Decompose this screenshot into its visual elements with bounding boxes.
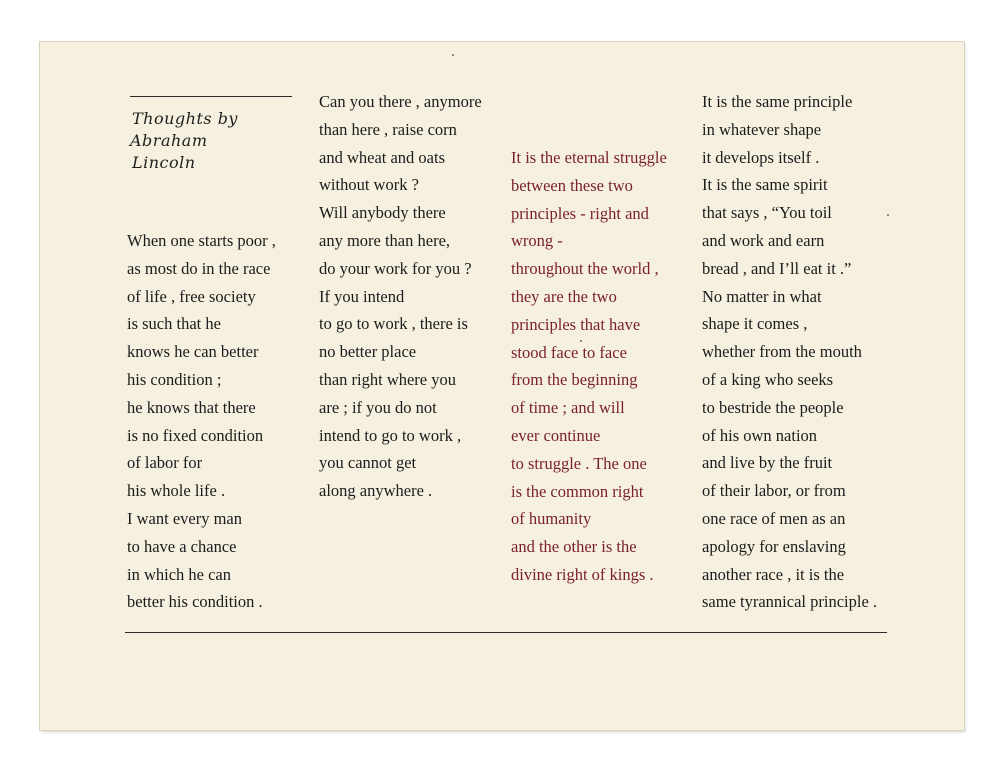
text-line: of their labor, or from — [702, 481, 846, 501]
text-line: of humanity — [511, 509, 592, 529]
text-line: ever continue — [511, 425, 601, 445]
text-line: of his own nation — [702, 425, 818, 445]
text-line: they are the two — [511, 286, 617, 306]
paper-speck — [452, 54, 454, 56]
text-line: it develops itself . — [702, 147, 820, 167]
text-line: It is the eternal struggle — [511, 148, 667, 167]
text-line: than here , raise corn — [319, 119, 457, 139]
text-line: Can you there , anymore — [319, 92, 482, 111]
text-line: It is the same principle — [702, 92, 853, 111]
text-line: to go to work , there is — [319, 314, 468, 334]
text-line: do your work for you ? — [319, 258, 472, 278]
text-line: without work ? — [319, 175, 419, 195]
text-line: If you intend — [319, 286, 405, 306]
text-line: When one starts poor , — [127, 231, 276, 250]
text-line: and work and earn — [702, 230, 825, 250]
text-line: shape it comes , — [702, 314, 808, 334]
text-line: and the other is the — [511, 537, 637, 557]
text-line: principles that have — [511, 314, 641, 334]
text-line: It is the same spirit — [702, 175, 828, 195]
text-line: he knows that there — [127, 397, 256, 417]
title-rule — [130, 96, 292, 97]
text-line: of labor for — [127, 453, 203, 473]
text-line: better his condition . — [127, 592, 263, 612]
text-line: of time ; and will — [511, 398, 625, 418]
column-2 — [319, 88, 482, 505]
text-line: another race , it is the — [702, 564, 845, 584]
text-line: intend to go to work , — [319, 425, 462, 445]
title-line-3: Lincoln — [132, 153, 196, 172]
text-line: between these two — [511, 175, 633, 195]
text-line: knows he can better — [127, 342, 259, 362]
text-line: to struggle . The one — [511, 453, 647, 473]
column-1 — [127, 227, 276, 616]
text-line: No matter in what — [702, 286, 822, 306]
text-line: and live by the fruit — [702, 453, 833, 473]
bottom-rule — [125, 632, 887, 633]
text-line: I want every man — [127, 508, 242, 528]
text-line: as most do in the race — [127, 258, 271, 278]
text-line: you cannot get — [319, 453, 417, 473]
text-line: any more than here, — [319, 230, 451, 250]
text-line: is no fixed condition — [127, 425, 264, 445]
text-line: that says , “You toil — [702, 203, 832, 223]
text-line: one race of men as an — [702, 508, 846, 528]
text-line: whether from the mouth — [702, 342, 862, 362]
paper-speck — [580, 340, 582, 342]
text-line: along anywhere . — [319, 481, 433, 501]
text-line: in whatever shape — [702, 119, 822, 139]
title-line-2: Abraham — [130, 131, 208, 150]
text-line: principles - right and — [511, 203, 649, 223]
text-line: his condition ; — [127, 369, 222, 389]
text-line: of a king who seeks — [702, 369, 834, 389]
text-line: to have a chance — [127, 536, 237, 556]
text-line: are ; if you do not — [319, 397, 437, 417]
text-line: wrong - — [511, 231, 563, 251]
text-line: bread , and I’ll eat it .” — [702, 258, 852, 278]
column-3-red — [511, 144, 667, 589]
text-line: throughout the world , — [511, 259, 659, 279]
text-line: same tyrannical principle . — [702, 592, 878, 612]
title-block — [132, 108, 238, 174]
text-line: no better place — [319, 342, 417, 362]
text-line: and wheat and oats — [319, 147, 445, 167]
text-line: his whole life . — [127, 481, 226, 501]
text-line: in which he can — [127, 564, 232, 584]
text-line: is such that he — [127, 314, 221, 334]
text-line: than right where you — [319, 369, 457, 389]
text-line: from the beginning — [511, 370, 638, 390]
column-4 — [702, 88, 877, 616]
paper-speck — [887, 214, 889, 216]
text-line: apology for enslaving — [702, 536, 846, 556]
text-line: of life , free society — [127, 286, 256, 306]
text-line: divine right of kings . — [511, 564, 654, 584]
text-line: is the common right — [511, 481, 644, 501]
text-line: Will anybody there — [319, 203, 446, 223]
text-line: stood face to face — [511, 342, 627, 362]
title-line-1: Thoughts by — [132, 109, 238, 128]
text-line: to bestride the people — [702, 397, 844, 417]
